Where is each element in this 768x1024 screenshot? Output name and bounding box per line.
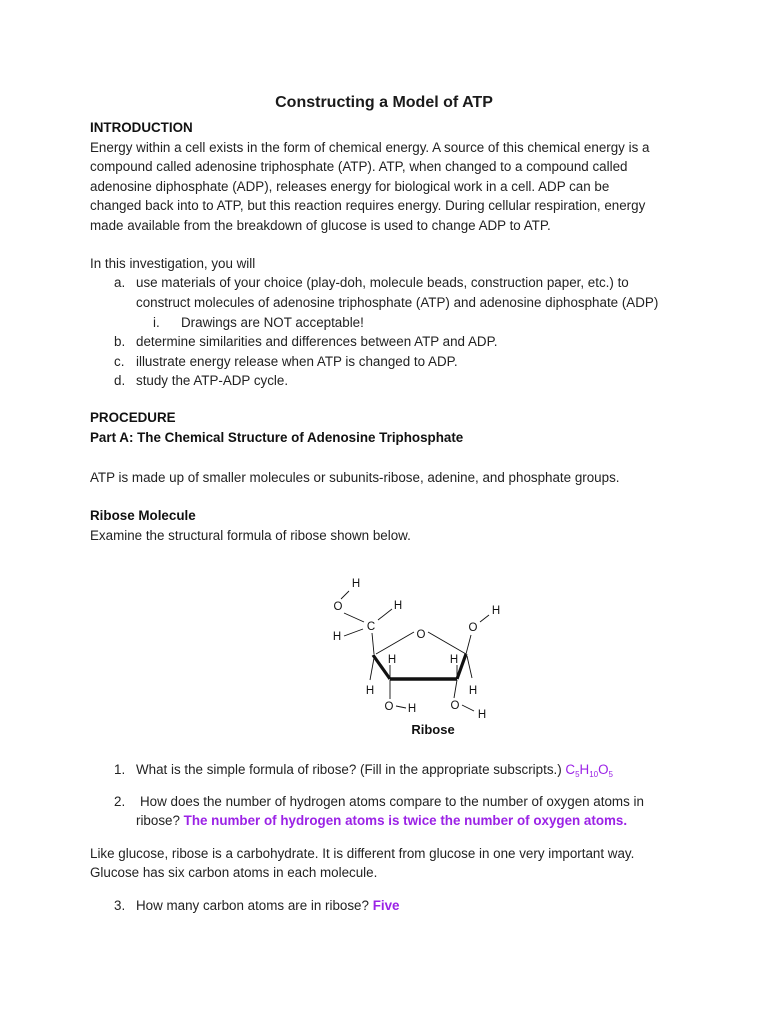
list-marker-d: d. xyxy=(114,373,126,388)
atom-c: C xyxy=(366,621,376,633)
atom-h: H xyxy=(407,703,417,715)
page-title: Constructing a Model of ATP xyxy=(275,94,493,111)
ribose-instruction: Examine the structural formula of ribose shown below. xyxy=(90,528,411,543)
question-2-text: ribose? xyxy=(136,813,184,828)
intro-line: Energy within a cell exists in the form of chemical energy. A source of this chemical energy is a xyxy=(90,139,650,155)
atom-h: H xyxy=(351,578,361,590)
question-1-number: 1. xyxy=(114,762,126,777)
atp-description: ATP is made up of smaller molecules or subunits-ribose, adenine, and phosphate groups. xyxy=(90,470,620,485)
atom-h: H xyxy=(387,654,397,666)
glucose-paragraph-line1: Like glucose, ribose is a carbohydrate. It is different from glucose in one very important way. xyxy=(90,846,635,861)
list-item-d: study the ATP-ADP cycle. xyxy=(136,373,289,388)
atom-h: H xyxy=(449,654,459,666)
list-item-b: determine similarities and differences between ATP and ADP. xyxy=(136,334,498,349)
intro-line: made available from the breakdown of glucose is used to change ADP to ATP. xyxy=(90,217,551,233)
investigation-lead: In this investigation, you will xyxy=(90,256,256,271)
atom-h: H xyxy=(332,631,342,643)
atom-o: O xyxy=(333,601,343,613)
atom-h: H xyxy=(393,600,403,612)
answer-formula xyxy=(565,762,613,777)
formula-h: H xyxy=(579,762,590,777)
formula-o-subscript: 5 xyxy=(608,770,613,779)
ribose-heading: Ribose Molecule xyxy=(90,508,196,523)
intro-line: adenosine diphosphate (ADP), releases energy for biological work in a cell. ADP can be xyxy=(90,178,610,194)
formula-h-subscript: 10 xyxy=(589,770,599,779)
question-2-number: 2. xyxy=(114,794,126,809)
atom-o: O xyxy=(468,622,478,634)
question-1 xyxy=(136,760,613,785)
glucose-paragraph-line2: Glucose has six carbon atoms in each molecule. xyxy=(90,865,378,880)
intro-line: changed back into to ATP, but this reaction requires energy. During cellular respiration, energy xyxy=(90,198,646,214)
formula-o: O xyxy=(598,762,609,777)
atom-h: H xyxy=(468,685,478,697)
list-marker-i: i. xyxy=(153,315,160,330)
formula-c: C xyxy=(565,762,576,777)
intro-line: compound called adenosine triphosphate (ATP). ATP, when changed to a compound called xyxy=(90,159,628,175)
question-1-text: What is the simple formula of ribose? (Fill in the appropriate subscripts.) xyxy=(136,762,566,777)
question-2-line1: How does the number of hydrogen atoms compare to the number of oxygen atoms in xyxy=(140,794,644,809)
atom-h: H xyxy=(477,709,487,721)
ribose-structure-diagram xyxy=(326,574,506,746)
list-marker-b: b. xyxy=(114,334,126,349)
list-marker-a: a. xyxy=(114,275,126,290)
question-3-text: How many carbon atoms are in ribose? xyxy=(136,898,373,913)
ribose-caption: Ribose xyxy=(411,722,455,737)
procedure-heading: PROCEDURE xyxy=(90,410,176,425)
formula-c-subscript: 5 xyxy=(575,770,580,779)
atom-h: H xyxy=(365,685,375,697)
atom-o: O xyxy=(450,700,460,712)
atom-h: H xyxy=(491,605,501,617)
list-item-a-line2: construct molecules of adenosine triphosphate (ATP) and adenosine diphosphate (ADP) xyxy=(136,295,659,310)
part-a-heading: Part A: The Chemical Structure of Adenosine Triphosphate xyxy=(90,430,464,445)
list-item-i: Drawings are NOT acceptable! xyxy=(181,315,364,330)
introduction-heading: INTRODUCTION xyxy=(90,120,193,135)
atom-o: O xyxy=(384,701,394,713)
list-marker-c: c. xyxy=(114,354,125,369)
atom-o: O xyxy=(416,629,426,641)
question-3-number: 3. xyxy=(114,898,126,913)
question-2-line2 xyxy=(136,811,627,831)
introduction-section xyxy=(90,118,690,236)
question-2-answer: The number of hydrogen atoms is twice the number of oxygen atoms. xyxy=(183,813,628,828)
question-3 xyxy=(136,896,399,916)
list-item-a-line1: use materials of your choice (play-doh, molecule beads, construction paper, etc.) to xyxy=(136,275,629,290)
list-item-c: illustrate energy release when ATP is changed to ADP. xyxy=(136,354,458,369)
question-3-answer: Five xyxy=(372,898,400,913)
